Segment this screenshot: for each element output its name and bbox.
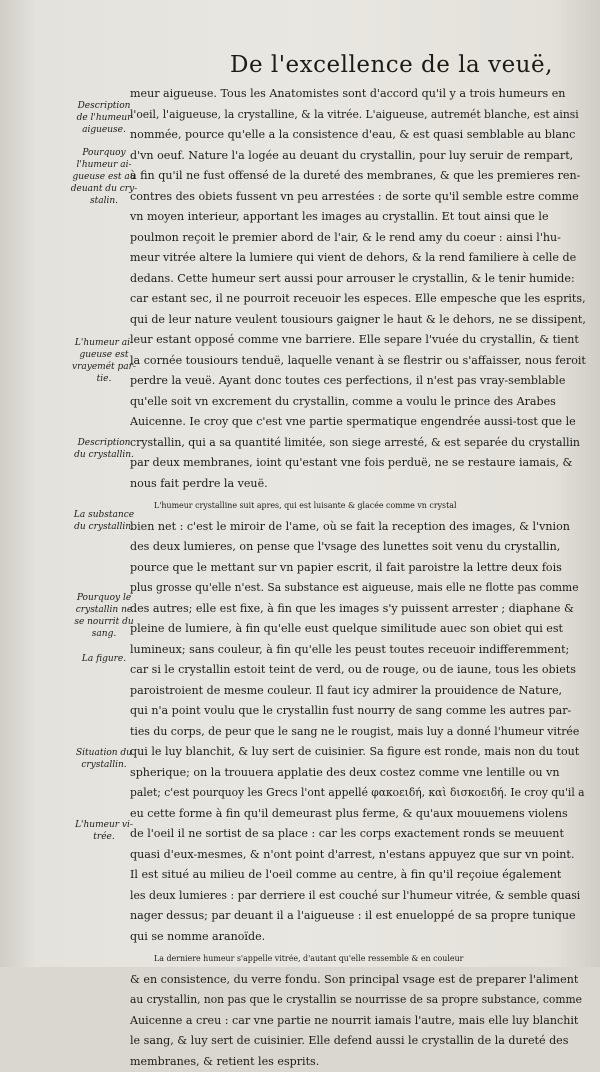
text-line: poulmon reçoit le premier abord de l'air, & le rend amy du coeur : ainsi l'hu- bbox=[130, 228, 585, 249]
text-line: bien net : c'est le miroir de l'ame, où se fait la reception des images, & l'vnion bbox=[130, 517, 585, 538]
paragraph bbox=[130, 496, 585, 947]
text-line: eu cette forme à fin qu'il demeurast plus ferme, & qu'aux mouuemens violens bbox=[130, 804, 585, 825]
margin-note: Description de l'humeur aigueuse. bbox=[62, 100, 146, 136]
text-line: nager dessus; par deuant il a l'aigueuse : il est enueloppé de sa propre tunique bbox=[130, 906, 585, 927]
text-line: au crystallin, non pas que le crystallin se nourrisse de sa propre substance, comme bbox=[130, 990, 585, 1011]
text-line: dedans. Cette humeur sert aussi pour arrouser le crystallin, & le tenir humide: bbox=[130, 269, 585, 290]
text-line: les deux lumieres : par derriere il est couché sur l'humeur vitrée, & semble quasi bbox=[130, 886, 585, 907]
margin-note: L'humeur ai- gueuse est vrayemét par- tie. bbox=[62, 337, 146, 385]
paragraph bbox=[130, 949, 585, 1072]
text-line: leur estant opposé comme vne barriere. Elle separe l'vuée du crystallin, & tient bbox=[130, 330, 585, 351]
text-line: meur vitrée altere la lumiere qui vient de dehors, & la rend familiere à celle de bbox=[130, 248, 585, 269]
text-line: qui le luy blanchit, & luy sert de cuisinier. Sa figure est ronde, mais non du tout bbox=[130, 742, 585, 763]
text-line: la cornée tousiours tenduë, laquelle venant à se flestrir ou s'affaisser, nous feroit bbox=[130, 351, 585, 372]
text-line: Auicenne a creu : car vne partie ne nourrit iamais l'autre, mais elle luy blanchit bbox=[130, 1011, 585, 1032]
text-line: crystallin, qui a sa quantité limitée, son siege arresté, & est separée du crystallin bbox=[130, 433, 585, 454]
text-line: des autres; elle est fixe, à fin que les images s'y puissent arrester ; diaphane & bbox=[130, 599, 585, 620]
text-line: Il est situé au milieu de l'oeil comme au centre, à fin qu'il reçoiue également bbox=[130, 865, 585, 886]
text-line: pleine de lumiere, à fin qu'elle eust quelque similitude auec son obiet qui est bbox=[130, 619, 585, 640]
text-line: Auicenne. Ie croy que c'est vne partie spermatique engendrée aussi-tost que le bbox=[130, 412, 585, 433]
text-line: qu'elle soit vn excrement du crystallin, comme a voulu le prince des Arabes bbox=[130, 392, 585, 413]
text-line: car estant sec, il ne pourroit receuoir les especes. Elle empesche que les esprits, bbox=[130, 289, 585, 310]
text-line: paroistroient de mesme couleur. Il faut icy admirer la prouidence de Nature, bbox=[130, 681, 585, 702]
text-line: & en consistence, du verre fondu. Son principal vsage est de preparer l'aliment bbox=[130, 970, 585, 991]
text-line: membranes, & retient les esprits. bbox=[130, 1052, 585, 1072]
margin-note: La substance du crystallin. bbox=[62, 509, 146, 533]
text-line: plus grosse qu'elle n'est. Sa substance est aigueuse, mais elle ne flotte pas comme bbox=[130, 578, 585, 599]
text-line: perdre la veuë. Ayant donc toutes ces perfections, il n'est pas vray-semblable bbox=[130, 371, 585, 392]
margin-note: La figure. bbox=[62, 653, 146, 665]
text-line: d'vn oeuf. Nature l'a logée au deuant du crystallin, pour luy seruir de rempart, bbox=[130, 146, 585, 167]
margin-note: L'humeur vi- trée. bbox=[62, 819, 146, 843]
text-line: des deux lumieres, on pense que l'vsage des lunettes soit venu du crystallin, bbox=[130, 537, 585, 558]
text-line: palet; c'est pourquoy les Grecs l'ont appellé φακοειδή, καὶ δισκοειδή. Ie croy qu'il a bbox=[130, 783, 585, 804]
text-line: qui de leur nature veulent tousiours gaigner le haut & le dehors, ne se dissipent, bbox=[130, 310, 585, 331]
paragraph bbox=[130, 84, 585, 494]
text-line: ties du corps, de peur que le sang ne le rougist, mais luy a donné l'humeur vitrée bbox=[130, 722, 585, 743]
text-line: qui n'a point voulu que le crystallin fust nourry de sang comme les autres par- bbox=[130, 701, 585, 722]
text-line: lumineux; sans couleur, à fin qu'elle les peust toutes receuoir indifferemment; bbox=[130, 640, 585, 661]
text-line: par deux membranes, ioint qu'estant vne fois perduë, ne se restaure iamais, & bbox=[130, 453, 585, 474]
margin-note: Description du crystallin. bbox=[62, 437, 146, 461]
text-line: quasi d'eux-mesmes, & n'ont point d'arrest, n'estans appuyez que sur vn point. bbox=[130, 845, 585, 866]
margin-note: Pourquoy l'humeur ai- gueuse est au deuant du cry- stalin. bbox=[62, 147, 146, 207]
text-line: le sang, & luy sert de cuisinier. Elle defend aussi le crystallin de la dureté des bbox=[130, 1031, 585, 1052]
text-line: vn moyen interieur, apportant les images au crystallin. Et tout ainsi que le bbox=[130, 207, 585, 228]
text-line: l'oeil, l'aigueuse, la crystalline, & la vitrée. L'aigueuse, autremét blanche, est ainsi bbox=[130, 105, 585, 126]
text-line: meur aigueuse. Tous les Anatomistes sont d'accord qu'il y a trois humeurs en bbox=[130, 84, 585, 105]
text-line: nommée, pource qu'elle a la consistence d'eau, & est quasi semblable au blanc bbox=[130, 125, 585, 146]
text-line: de l'oeil il ne sortist de sa place : car les corps exactement ronds se meuuent bbox=[130, 824, 585, 845]
text-line: L'humeur crystalline suit apres, qui est luisante & glacée comme vn crystal bbox=[130, 496, 585, 517]
text-line: La derniere humeur s'appelle vitrée, d'autant qu'elle ressemble & en couleur bbox=[130, 949, 585, 970]
text-line: spherique; on la trouuera applatie des deux costez comme vne lentille ou vn bbox=[130, 763, 585, 784]
running-title: De l'excellence de la veuë, bbox=[230, 52, 530, 78]
text-line: car si le crystallin estoit teint de verd, ou de rouge, ou de iaune, tous les obiets bbox=[130, 660, 585, 681]
text-line: nous fait perdre la veuë. bbox=[130, 474, 585, 495]
text-line: à fin qu'il ne fust offensé de la dureté des membranes, & que les premieres ren- bbox=[130, 166, 585, 187]
margin-note: Pourquoy le crystallin ne se nourrit du sang. bbox=[62, 592, 146, 640]
margin-note: Situation du crystallin. bbox=[62, 747, 146, 771]
body-text bbox=[130, 84, 585, 1072]
text-line: qui se nomme aranoïde. bbox=[130, 927, 585, 948]
text-line: pource que le mettant sur vn papier escrit, il fait paroistre la lettre deux fois bbox=[130, 558, 585, 579]
text-line: contres des obiets fussent vn peu arrestées : de sorte qu'il semble estre comme bbox=[130, 187, 585, 208]
